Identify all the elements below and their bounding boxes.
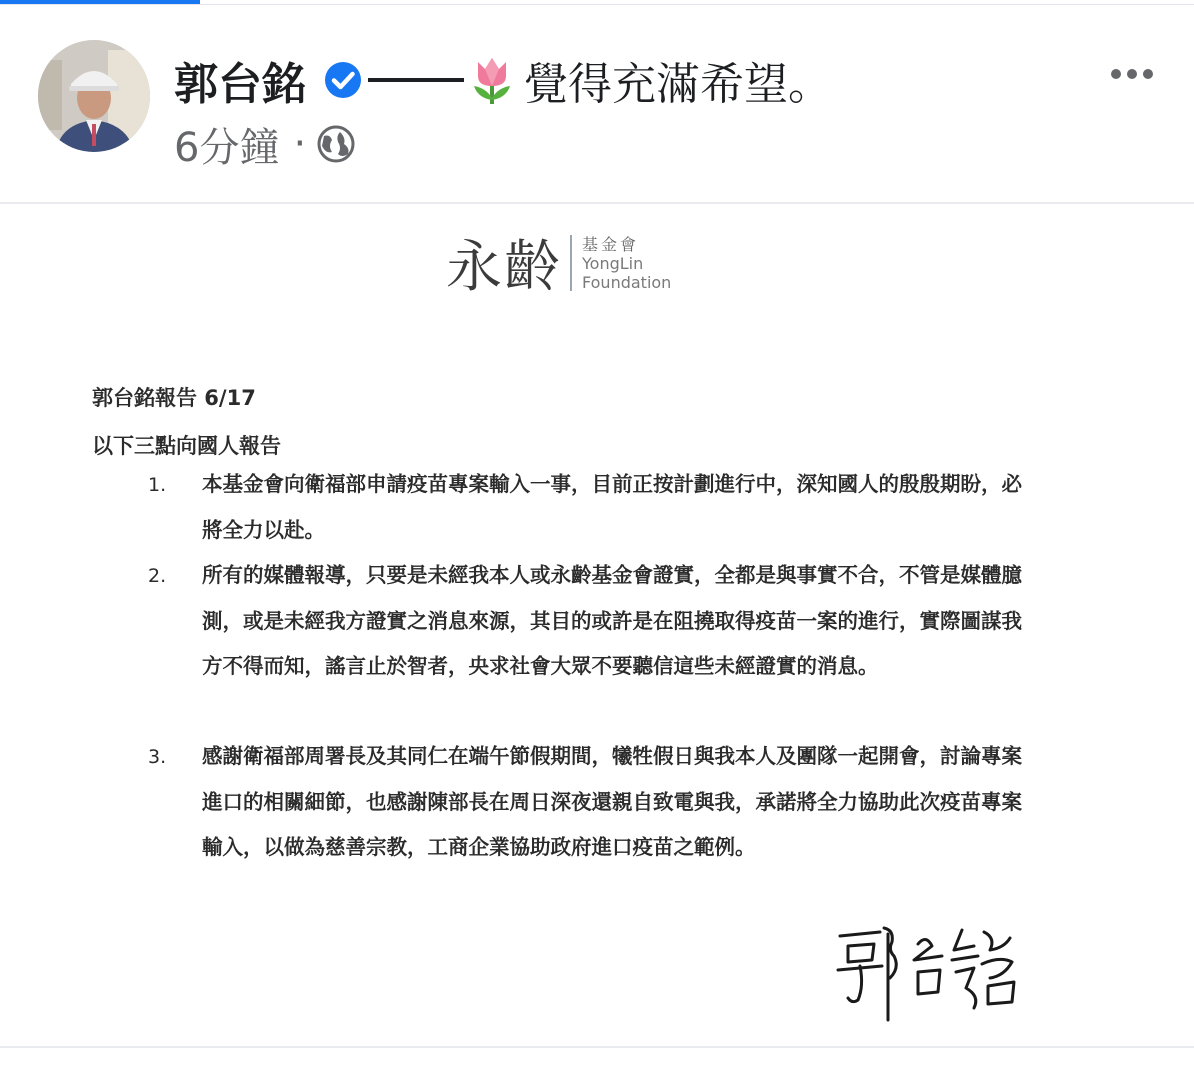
more-dot <box>1111 69 1121 79</box>
post-timestamp[interactable]: 6分鐘 <box>174 124 280 171</box>
post-header <box>0 0 1194 200</box>
verified-badge-icon <box>324 61 362 99</box>
author-line <box>174 48 832 112</box>
logo-line-2: YongLin <box>582 253 644 273</box>
post-meta <box>174 116 356 172</box>
author-name[interactable]: 郭台銘 <box>174 59 306 110</box>
feeling-dash <box>368 78 464 82</box>
more-dot <box>1143 69 1153 79</box>
tulip-icon <box>468 54 516 106</box>
more-options-button[interactable] <box>1100 58 1164 90</box>
report-title: 郭台銘報告 6/17 <box>92 386 256 410</box>
avatar-photo <box>38 40 150 152</box>
logo-line-3: Foundation <box>582 272 672 292</box>
point-number: 1. <box>148 474 167 496</box>
logo-divider <box>570 235 572 291</box>
foundation-logo <box>446 228 671 298</box>
globe-icon[interactable] <box>316 124 356 164</box>
more-dot <box>1127 69 1137 79</box>
point-number: 2. <box>148 565 167 587</box>
handwritten-signature <box>834 916 1034 1026</box>
avatar[interactable] <box>38 40 150 152</box>
point-text: 本基金會向衛福部申請疫苗專案輸入一事，目前正按計劃進行中，深知國人的殷殷期盼，必將全力以赴。 <box>202 472 1022 542</box>
bottom-divider <box>0 1046 1194 1048</box>
logo-line-1: 基金會 <box>582 234 640 254</box>
meta-separator: · <box>293 121 307 167</box>
report-intro: 以下三點向國人報告 <box>92 434 281 458</box>
point-number: 3. <box>148 746 167 768</box>
logo-chinese-text: 永齡 <box>446 235 562 300</box>
logo-side-text <box>582 235 671 292</box>
feeling-text: 覺得充滿希望。 <box>524 59 832 110</box>
point-text: 感謝衛福部周署長及其同仁在端午節假期間，犧牲假日與我本人及團隊一起開會，討論專案進口的相關細節，也感謝陳部長在周日深夜還親自致電與我，承諾將全力協助此次疫苗專案輸入，以做為慈善宗教，工商企業協助政府進口疫苗之範例。 <box>202 744 1022 859</box>
attached-letter-image[interactable] <box>0 204 1194 1046</box>
point-text: 所有的媒體報導，只要是未經我本人或永齡基金會證實，全都是與事實不合，不管是媒體臆測，或是未經我方證實之消息來源，其目的或許是在阻撓取得疫苗一案的進行，實際圖謀我方不得而知，謠言止於智者，央求社會大眾不要聽信這些未經證實的消息。 <box>202 563 1022 678</box>
